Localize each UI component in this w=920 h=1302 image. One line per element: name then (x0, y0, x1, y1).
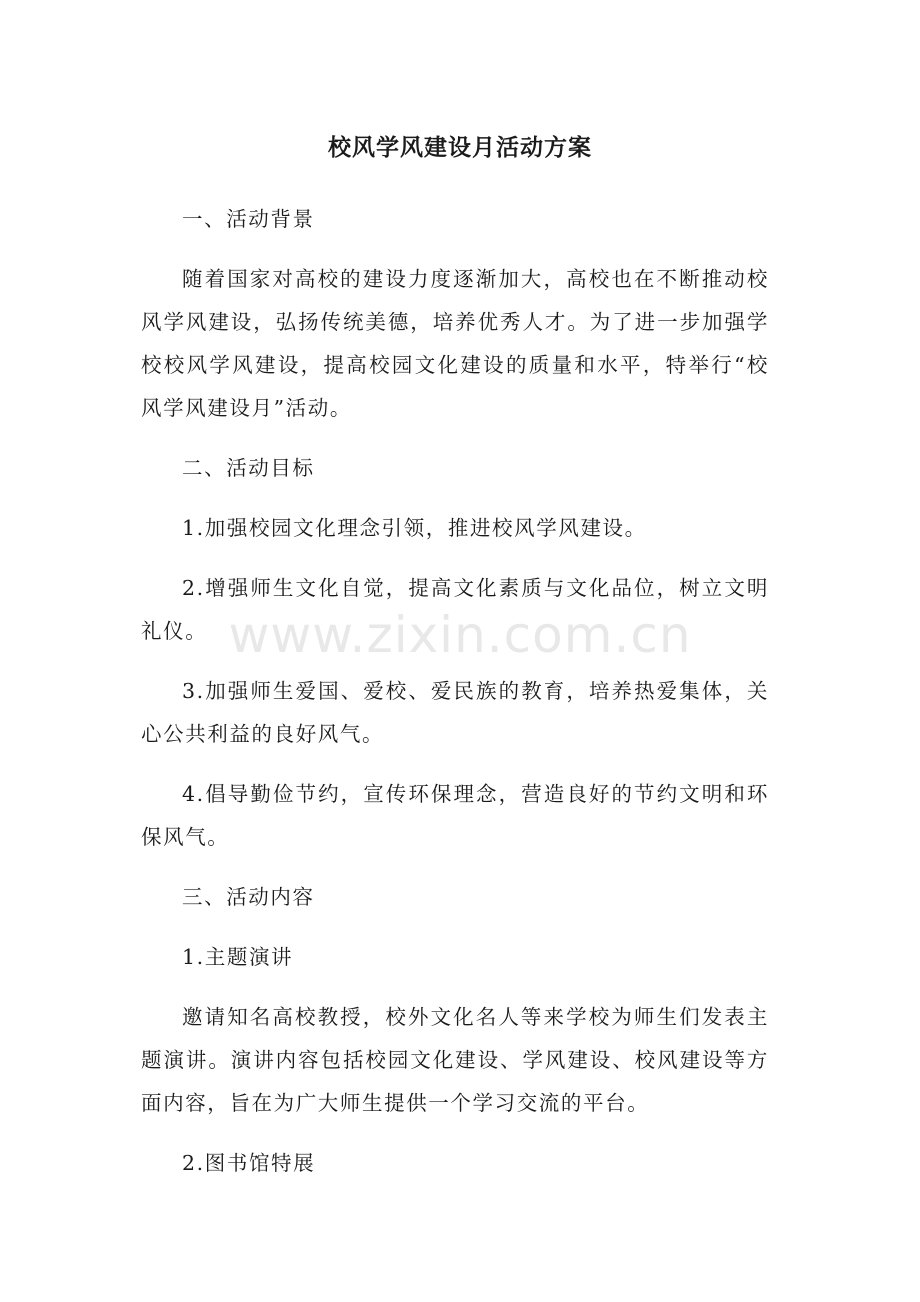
goal-item-4: 4.倡导勤俭节约，宣传环保理念，营造良好的节约文明和环保风气。 (141, 782, 769, 849)
content-item-1-paragraph: 邀请知名高校教授，校外文化名人等来学校为师生们发表主题演讲。演讲内容包括校园文化建设、学风建设、校风建设等方面内容，旨在为广大师生提供一个学习交流的平台。 (141, 1005, 769, 1115)
goal-item-2: 2.增强师生文化自觉，提高文化素质与文化品位，树立文明礼仪。 (141, 576, 769, 643)
goal-item-3: 3.加强师生爱国、爱校、爱民族的教育，培养热爱集体，关心公共利益的良好风气。 (141, 679, 769, 746)
document-title: 校风学风建设月活动方案 (328, 135, 592, 161)
content-item-2-heading: 2.图书馆特展 (182, 1151, 316, 1175)
goal-item-1: 1.加强校园文化理念引领，推进校风学风建设。 (182, 516, 647, 540)
section-heading-goals: 二、活动目标 (182, 456, 315, 480)
document-body (141, 198, 769, 1185)
watermark: www.zixin.com.cn (228, 606, 692, 664)
section-heading-content: 三、活动内容 (182, 885, 315, 909)
section-heading-background: 一、活动背景 (182, 207, 315, 231)
background-paragraph: 随着国家对高校的建设力度逐渐加大，高校也在不断推动校风学风建设，弘扬传统美德，培养优秀人才。为了进一步加强学校校风学风建设，提高校园文化建设的质量和水平，特举行“校风学风建设月”活动。 (141, 267, 769, 420)
content-item-1-heading: 1.主题演讲 (182, 945, 294, 969)
